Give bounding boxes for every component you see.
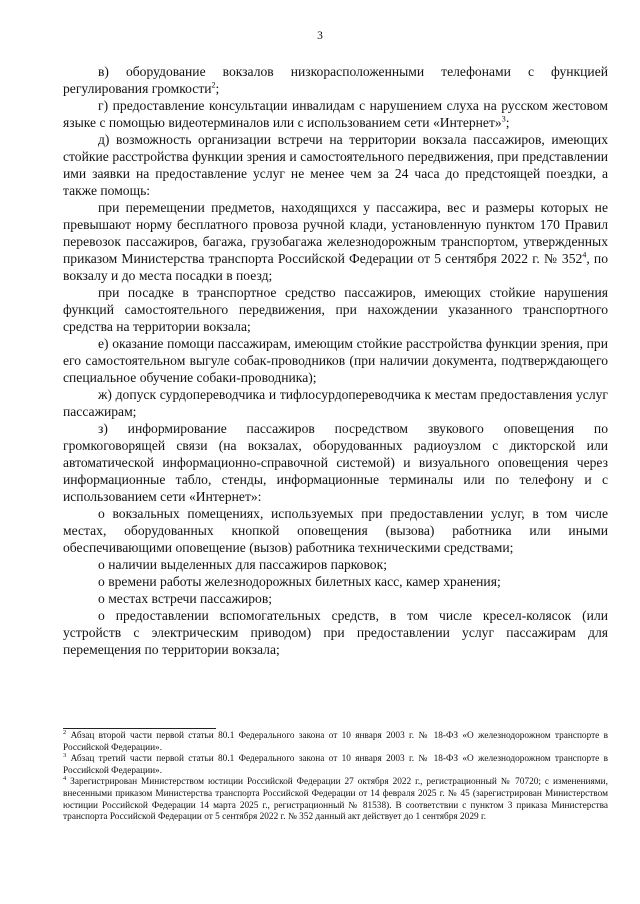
footnote-ref-3[interactable]: 3 [501, 114, 506, 124]
paragraph-moving-items: при перемещении предметов, находящихся у пассажира, вес и размеры которых не превышают норму бесплатного провоза ручной клади, установленную пунктом 170 Правил перевозок пассажиров, багажа, грузобагажа железнодорожным транспортом, утвержденных приказом Министерства транспорта Российской Федерации от 5 сентября 2022 г. № $352^4$, по вокзалу и до места посадки в поезд; [63, 200, 609, 283]
footnotes [63, 728, 608, 824]
paragraph-zh: ж) допуск сурдопереводчика и тифлосурдопереводчика к местам предоставления услуг пассажирам; [63, 387, 608, 419]
paragraph-parking: о наличии выделенных для пассажиров парковок; [98, 557, 387, 572]
paragraph-hours: о времени работы железнодорожных билетных касс, камер хранения; [98, 574, 501, 589]
body-text [63, 63, 608, 658]
paragraph-z: з) информирование пассажиров посредством звукового оповещения по громкоговорящей связи (на вокзалах, оборудованных радиоузлом с дикторской или автоматической информационно-справочной системой) и визуального оповещения через информационные табло, стенды, информационные терминалы или по телефону и с использованием сети «Интернет»: [63, 421, 608, 504]
paragraph-meeting: о местах встречи пассажиров; [98, 591, 273, 606]
footnote-2: $^2$ Абзац второй части первой статьи 80.1 Федерального закона от 10 января 2003 г. № 18-ФЗ «О железнодорожном транспорте в Российской Федерации». [63, 728, 608, 753]
paragraph-g: г) предоставление консультации инвалидам с нарушением слуха на русском жестовом языке с помощью видеотерминалов или с использованием сети «Интернет»$^3$; [63, 98, 608, 130]
footnote-ref-4[interactable]: 4 [582, 250, 587, 260]
paragraph-d: д) возможность организации встречи на территории вокзала пассажиров, имеющих стойкие расстройства функции зрения и самостоятельного передвижения, при представлении ими заявки на предоставление услуг не менее чем за 24 часа до предстоящей поездки, а также помощь: [63, 132, 608, 198]
footnote-ref-2[interactable]: 2 [211, 80, 216, 90]
footnote-3: $^3$ Абзац третий части первой статьи 80.1 Федерального закона от 10 января 2003 г. № 18-ФЗ «О железнодорожном транспорте в Российской Федерации». [63, 752, 608, 776]
paragraph-boarding: при посадке в транспортное средство пассажиров, имеющих стойкие нарушения функций самостоятельного передвижения, при нахождении указанного транспортного средства на территории вокзала; [63, 285, 608, 334]
paragraph-v: в) оборудование вокзалов низкорасположенными телефонами с функцией регулирования громкости$^2$; [63, 64, 608, 96]
page-number: 3 [317, 30, 323, 42]
paragraph-e: е) оказание помощи пассажирам, имеющим стойкие расстройства функции зрения, при его самостоятельном выгуле собак-проводников (при наличии документа, подтверждающего специальное обучение собаки-проводника); [63, 336, 608, 385]
footnote-4: $^4$ Зарегистрирован Министерством юстиции Российской Федерации 27 октября 2022 г., регистрационный № 70720; с изменениями, внесенными приказом Министерства транспорта Российской Федерации от 14 февраля 2025 г. № 45 (зарегистрирован Министерством юстиции Российской Федерации 14 марта 2025 г., регистрационный № 81538). В соответствии с пунктом 3 приказа Министерства транспорта Российской Федерации от 5 сентября 2022 г. № 352 данный акт действует до 1 сентября 2029 г. [63, 775, 608, 823]
footnote-separator [63, 728, 216, 729]
paragraph-premises: о вокзальных помещениях, используемых при предоставлении услуг, в том числе местах, оборудованных кнопкой оповещения (вызова) работника или иными обеспечивающими оповещение (вызов) работника техническими средствами; [63, 506, 608, 555]
paragraph-aids: о предоставлении вспомогательных средств, в том числе кресел-колясок (или устройств с электрическим приводом) при предоставлении услуг пассажирам для перемещения по территории вокзала; [63, 608, 608, 657]
